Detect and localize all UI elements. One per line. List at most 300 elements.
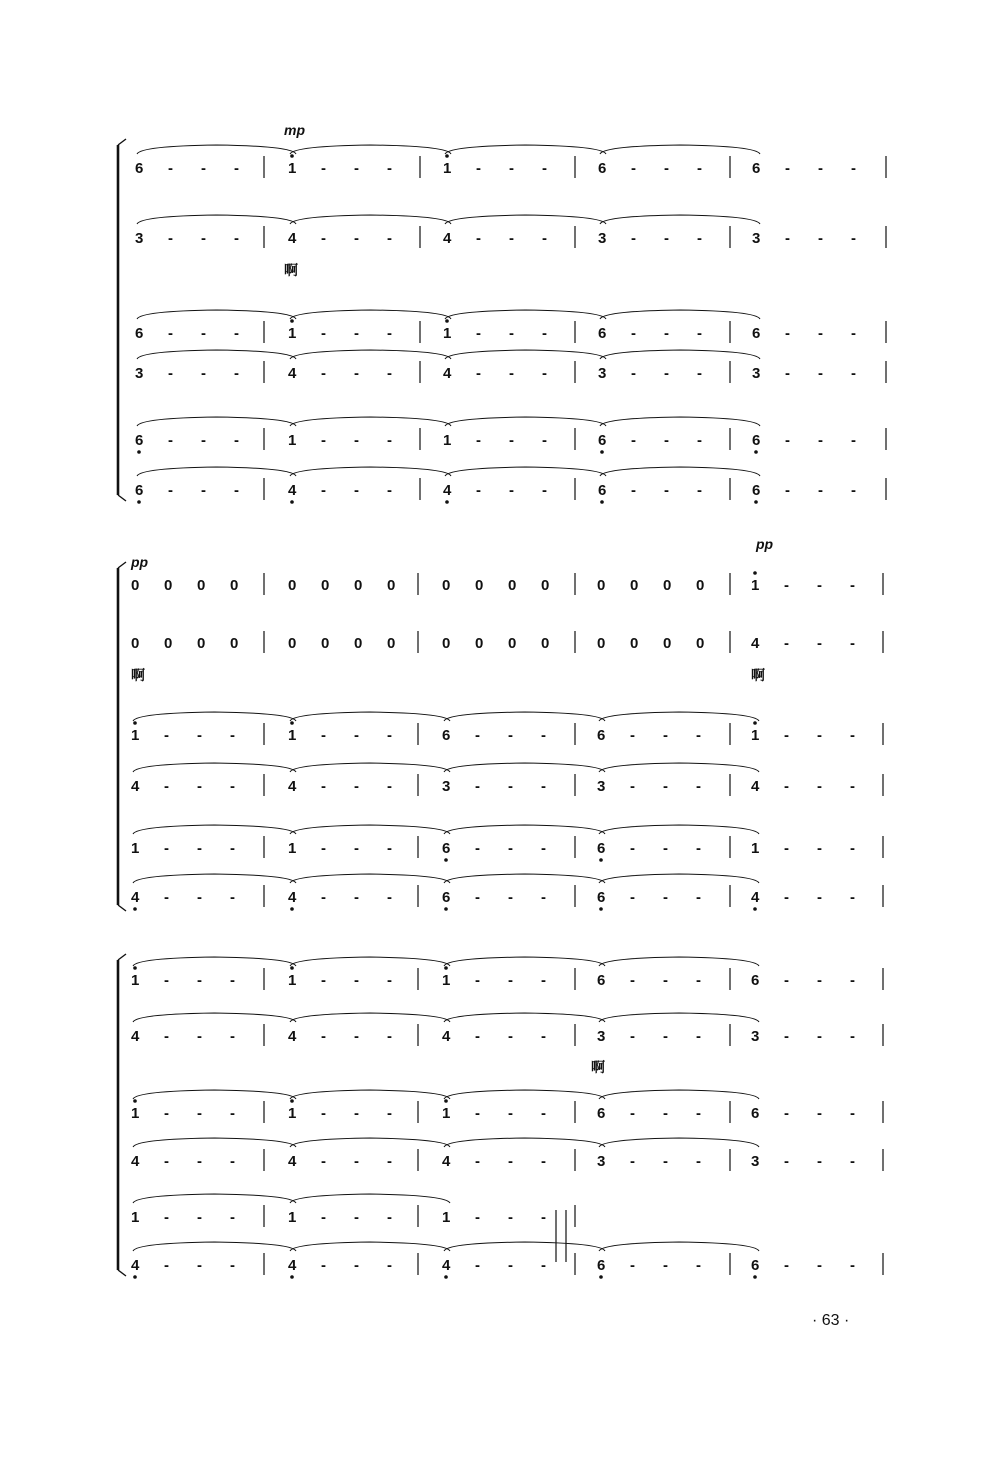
note: 1 [442,972,451,989]
sustain-dash: - [541,840,546,857]
tie-arc [133,957,296,966]
rest: 0 [442,577,451,594]
sustain-dash: - [508,727,513,744]
tie-arc [133,712,296,721]
note: 4 [751,889,760,906]
note: 6 [597,727,606,744]
octave-high-dot [753,571,757,575]
rest: 0 [508,577,517,594]
sustain-dash: - [630,1105,635,1122]
note: 4 [751,635,760,652]
note: 4 [288,482,297,499]
sustain-dash: - [509,160,514,177]
rest: 0 [663,635,672,652]
sustain-dash: - [697,432,702,449]
note: 1 [751,727,760,744]
sustain-dash: - [817,840,822,857]
note: 4 [443,482,452,499]
sustain-dash: - [230,1209,235,1226]
note: 6 [597,840,606,857]
sustain-dash: - [664,482,669,499]
tie-arc [444,763,605,772]
octave-high-dot [445,319,449,323]
sustain-dash: - [696,1257,701,1274]
sustain-dash: - [164,840,169,857]
tie-arc [290,712,450,721]
sustain-dash: - [664,365,669,382]
sustain-dash: - [475,840,480,857]
octave-high-dot [445,154,449,158]
sustain-dash: - [321,230,326,247]
tie-arc [445,350,606,359]
sustain-dash: - [850,727,855,744]
sustain-dash: - [696,1153,701,1170]
system-bracket-top [118,954,126,960]
sustain-dash: - [197,1153,202,1170]
sustain-dash: - [354,325,359,342]
tie-arc [599,1013,759,1022]
rest: 0 [164,635,173,652]
tie-arc [290,467,451,476]
note: 6 [752,160,761,177]
sustain-dash: - [696,889,701,906]
sustain-dash: - [197,727,202,744]
tie-arc [445,467,606,476]
sustain-dash: - [475,972,480,989]
sustain-dash: - [475,1153,480,1170]
note: 4 [442,1257,451,1274]
sustain-dash: - [785,432,790,449]
sustain-dash: - [784,727,789,744]
tie-arc [290,957,450,966]
dynamic-mp: mp [284,122,305,138]
note: 3 [597,1028,606,1045]
sustain-dash: - [475,778,480,795]
note: 6 [597,1257,606,1274]
tie-arc [290,417,451,426]
sustain-dash: - [475,1105,480,1122]
rest: 0 [131,577,140,594]
note: 4 [288,230,297,247]
sustain-dash: - [850,1153,855,1170]
tie-arc [599,1242,759,1251]
sustain-dash: - [354,727,359,744]
sustain-dash: - [387,1153,392,1170]
rest: 0 [597,635,606,652]
note: 1 [288,1209,297,1226]
sustain-dash: - [697,230,702,247]
sustain-dash: - [508,972,513,989]
sustain-dash: - [234,432,239,449]
sustain-dash: - [164,1257,169,1274]
tie-arc [444,825,605,834]
note: 1 [131,1105,140,1122]
sustain-dash: - [697,160,702,177]
sustain-dash: - [850,778,855,795]
note: 6 [442,889,451,906]
sustain-dash: - [542,432,547,449]
sustain-dash: - [509,325,514,342]
rest: 0 [630,577,639,594]
sustain-dash: - [354,840,359,857]
sustain-dash: - [230,727,235,744]
sustain-dash: - [230,1105,235,1122]
notes-layer [131,145,856,1279]
sustain-dash: - [630,840,635,857]
note: 4 [442,1153,451,1170]
rest: 0 [288,635,297,652]
note: 6 [135,432,144,449]
tie-arc [133,1242,296,1251]
octave-low-dot [444,907,448,911]
sustain-dash: - [631,482,636,499]
rest: 0 [197,635,206,652]
dynamic-pp-2: pp [756,536,774,552]
tie-arc [133,1194,296,1203]
sustain-dash: - [321,1257,326,1274]
note: 6 [598,160,607,177]
sustain-dash: - [818,230,823,247]
system-bracket-bottom [118,1270,126,1276]
sustain-dash: - [508,1209,513,1226]
sustain-dash: - [663,1105,668,1122]
tie-arc [290,874,450,883]
sustain-dash: - [168,365,173,382]
note: 1 [288,727,297,744]
sustain-dash: - [818,365,823,382]
tie-arc [133,825,296,834]
rest: 0 [696,635,705,652]
note: 3 [752,365,761,382]
sustain-dash: - [354,889,359,906]
tie-arc [599,957,759,966]
sustain-dash: - [387,482,392,499]
octave-low-dot [290,1275,294,1279]
sustain-dash: - [697,325,702,342]
octave-low-dot [290,907,294,911]
note: 3 [751,1028,760,1045]
sustain-dash: - [508,1153,513,1170]
octave-low-dot [445,500,449,504]
note: 6 [442,727,451,744]
rest: 0 [387,635,396,652]
sustain-dash: - [850,635,855,652]
note: 6 [752,325,761,342]
octave-low-dot [753,1275,757,1279]
note: 4 [443,230,452,247]
octave-low-dot [599,858,603,862]
note: 4 [442,1028,451,1045]
sustain-dash: - [696,840,701,857]
sustain-dash: - [230,840,235,857]
tie-arc [137,145,296,154]
sustain-dash: - [230,1153,235,1170]
tie-arc [290,310,451,319]
sustain-dash: - [785,482,790,499]
note: 1 [443,325,452,342]
rest: 0 [442,635,451,652]
octave-high-dot [133,1099,137,1103]
tie-arc [133,1013,296,1022]
octave-low-dot [599,907,603,911]
sustain-dash: - [785,365,790,382]
note: 4 [288,778,297,795]
octave-high-dot [290,154,294,158]
rest: 0 [508,635,517,652]
sustain-dash: - [321,482,326,499]
sustain-dash: - [664,432,669,449]
octave-low-dot [137,450,141,454]
sustain-dash: - [234,482,239,499]
sustain-dash: - [817,1028,822,1045]
sustain-dash: - [197,889,202,906]
tie-arc [444,874,605,883]
note: 6 [598,482,607,499]
sustain-dash: - [321,727,326,744]
tie-arc [444,1090,605,1099]
sustain-dash: - [234,325,239,342]
sustain-dash: - [697,365,702,382]
sustain-dash: - [197,1028,202,1045]
sustain-dash: - [234,160,239,177]
tie-arc [445,215,606,224]
tie-arc [599,874,759,883]
octave-low-dot [754,500,758,504]
sustain-dash: - [321,889,326,906]
sustain-dash: - [387,1105,392,1122]
sustain-dash: - [234,365,239,382]
sustain-dash: - [321,1153,326,1170]
sustain-dash: - [851,365,856,382]
sustain-dash: - [696,1105,701,1122]
sustain-dash: - [630,889,635,906]
note: 1 [288,325,297,342]
octave-high-dot [753,721,757,725]
sustain-dash: - [663,1028,668,1045]
sustain-dash: - [509,230,514,247]
sustain-dash: - [541,889,546,906]
sustain-dash: - [164,1105,169,1122]
tie-arc [599,1138,759,1147]
note: 1 [751,840,760,857]
note: 4 [288,1028,297,1045]
sustain-dash: - [508,1105,513,1122]
sustain-dash: - [509,482,514,499]
note: 4 [443,365,452,382]
sustain-dash: - [234,230,239,247]
note: 1 [443,160,452,177]
tie-arc [445,145,606,154]
octave-low-dot [133,907,137,911]
octave-high-dot [444,966,448,970]
sustain-dash: - [631,325,636,342]
sustain-dash: - [321,778,326,795]
sustain-dash: - [630,1257,635,1274]
sustain-dash: - [201,482,206,499]
sustain-dash: - [850,1105,855,1122]
sustain-dash: - [784,1105,789,1122]
rest: 0 [321,635,330,652]
tie-arc [444,1013,605,1022]
sustain-dash: - [817,778,822,795]
sustain-dash: - [663,840,668,857]
tie-arc [600,417,760,426]
tie-arc [137,310,296,319]
sustain-dash: - [508,840,513,857]
note: 1 [288,432,297,449]
rest: 0 [164,577,173,594]
sustain-dash: - [541,727,546,744]
sustain-dash: - [696,778,701,795]
note: 3 [752,230,761,247]
sustain-dash: - [541,1105,546,1122]
octave-low-dot [600,450,604,454]
sustain-dash: - [785,160,790,177]
sustain-dash: - [230,1028,235,1045]
octave-high-dot [444,1099,448,1103]
sustain-dash: - [387,889,392,906]
sustain-dash: - [387,160,392,177]
sustain-dash: - [321,365,326,382]
sustain-dash: - [476,325,481,342]
sustain-dash: - [784,577,789,594]
sustain-dash: - [663,1153,668,1170]
sustain-dash: - [509,365,514,382]
sustain-dash: - [817,972,822,989]
octave-low-dot [444,1275,448,1279]
sustain-dash: - [508,778,513,795]
sustain-dash: - [663,727,668,744]
sustain-dash: - [664,230,669,247]
sustain-dash: - [630,778,635,795]
tie-arc [445,417,606,426]
tie-arc [290,1013,450,1022]
system-bracket-bottom [118,905,126,911]
tie-arc [133,1090,296,1099]
lyric-ah-2: 啊 [131,667,145,683]
sustain-dash: - [817,1153,822,1170]
rest: 0 [321,577,330,594]
rest: 0 [696,577,705,594]
tie-arc [600,215,760,224]
rest: 0 [541,635,550,652]
note: 6 [751,1257,760,1274]
rest: 0 [197,577,206,594]
note: 6 [597,1105,606,1122]
sustain-dash: - [168,432,173,449]
note: 6 [751,1105,760,1122]
rest: 0 [597,577,606,594]
sustain-dash: - [630,1028,635,1045]
sustain-dash: - [818,160,823,177]
sustain-dash: - [541,972,546,989]
sustain-dash: - [818,325,823,342]
sustain-dash: - [321,1028,326,1045]
sustain-dash: - [321,1105,326,1122]
sustain-dash: - [851,325,856,342]
tie-arc [290,1138,450,1147]
note: 6 [598,325,607,342]
sustain-dash: - [696,1028,701,1045]
sustain-dash: - [817,727,822,744]
sustain-dash: - [476,160,481,177]
sustain-dash: - [817,1257,822,1274]
note: 6 [442,840,451,857]
note: 6 [135,482,144,499]
sustain-dash: - [785,230,790,247]
sustain-dash: - [476,432,481,449]
note: 1 [131,840,140,857]
sustain-dash: - [201,325,206,342]
tie-arc [599,763,759,772]
sustain-dash: - [201,230,206,247]
sustain-dash: - [784,778,789,795]
sustain-dash: - [197,1257,202,1274]
octave-high-dot [290,966,294,970]
sustain-dash: - [387,1209,392,1226]
rest: 0 [387,577,396,594]
tie-arc [133,1138,296,1147]
octave-low-dot [137,500,141,504]
sustain-dash: - [354,1028,359,1045]
note: 6 [597,889,606,906]
sustain-dash: - [541,1209,546,1226]
sustain-dash: - [850,840,855,857]
sustain-dash: - [164,1028,169,1045]
octave-low-dot [599,1275,603,1279]
lyric-ah-3: 啊 [751,667,765,683]
sustain-dash: - [851,482,856,499]
note: 4 [131,1028,140,1045]
note: 3 [598,230,607,247]
sustain-dash: - [230,1257,235,1274]
sustain-dash: - [631,230,636,247]
sustain-dash: - [321,972,326,989]
tie-arc [599,1090,759,1099]
page-number: · 63 · [812,1312,850,1329]
tie-arc [444,1138,605,1147]
sustain-dash: - [851,230,856,247]
octave-high-dot [133,721,137,725]
note: 6 [752,482,761,499]
sustain-dash: - [850,972,855,989]
note: 1 [288,160,297,177]
sustain-dash: - [164,727,169,744]
sustain-dash: - [475,727,480,744]
sustain-dash: - [476,365,481,382]
octave-low-dot [753,907,757,911]
note: 6 [751,972,760,989]
tie-arc [290,1090,450,1099]
sustain-dash: - [541,778,546,795]
sustain-dash: - [168,230,173,247]
sustain-dash: - [817,635,822,652]
sustain-dash: - [508,1257,513,1274]
sustain-dash: - [354,432,359,449]
note: 6 [135,325,144,342]
note: 1 [442,1105,451,1122]
sustain-dash: - [663,1257,668,1274]
sustain-dash: - [630,1153,635,1170]
sustain-dash: - [475,1209,480,1226]
sustain-dash: - [476,482,481,499]
sustain-dash: - [542,482,547,499]
sustain-dash: - [784,1028,789,1045]
sustain-dash: - [197,1209,202,1226]
note: 1 [288,840,297,857]
note: 1 [131,1209,140,1226]
octave-low-dot [754,450,758,454]
